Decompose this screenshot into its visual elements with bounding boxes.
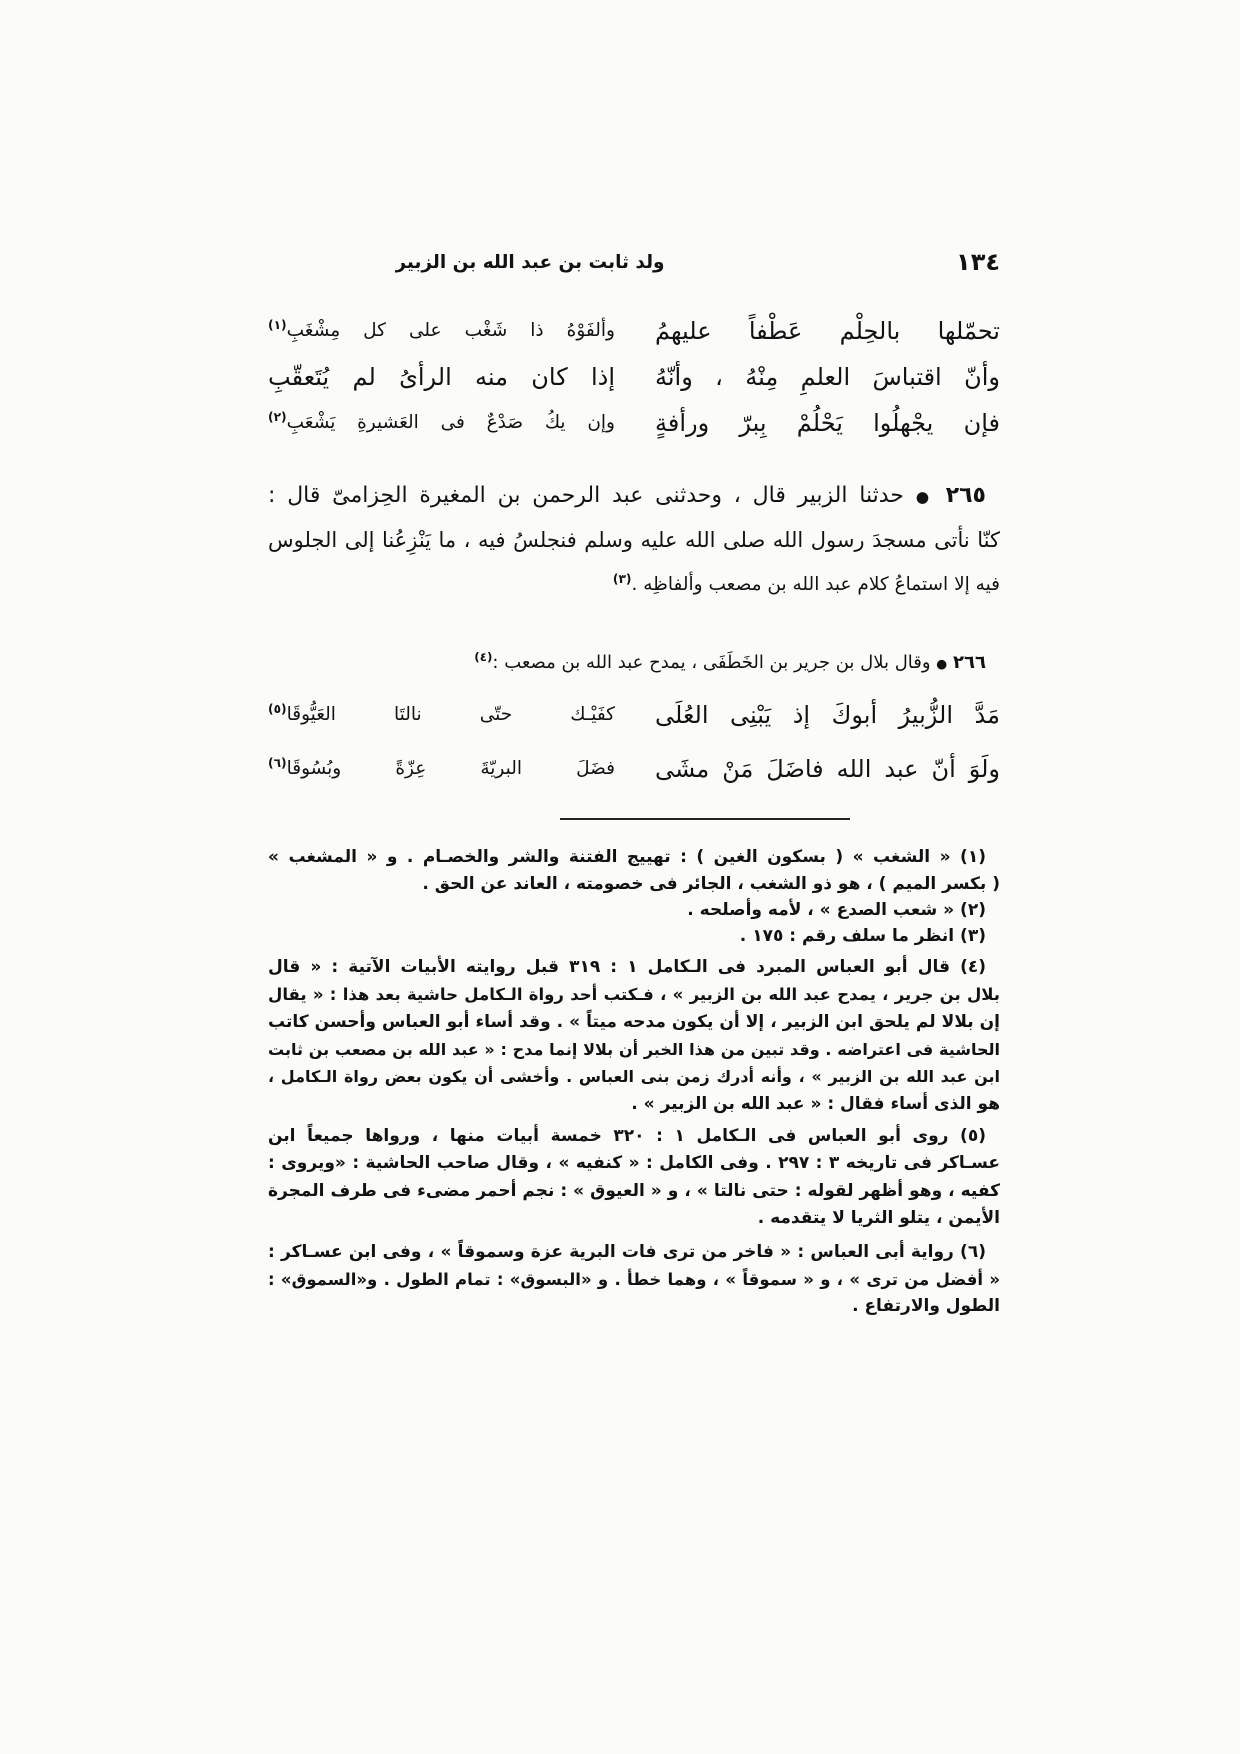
footnote-text: قال أبو العباس المبرد فى الـكامل ١ : ٣١٩ قبل روايته الأبيات الآتية : « قال [268,957,950,977]
verse-text: فإن يجْهلُوا يَحْلُمْ بِبرّ ورأفةٍ [655,409,1000,437]
footnote-line [268,1123,1000,1150]
verse-second-hemistich [268,402,615,444]
paragraph-line [268,565,1000,605]
footnote-line [268,1036,1000,1063]
footnote-label: (٥) [960,1126,986,1146]
footnote-line [268,1009,1000,1036]
entry-number: ٢٦٥ [945,483,986,508]
paragraph-line [268,476,1000,516]
footnote-line [268,844,1000,871]
footnote-line [268,1205,1000,1232]
verse-second-hemistich [268,310,615,352]
footnote-ref: (٣) [612,571,632,586]
footnote-label: (٣) [960,926,986,946]
paragraph-line [268,643,1000,683]
footnote-label: (١) [960,847,986,867]
footnote-line [268,871,1000,898]
verse-first-hemistich [655,748,1000,790]
verse-text: مَدَّ الزُّبيرُ أبوكَ إذ يَبْنِى العُلَى [655,701,1000,729]
running-title: ولد ثابت بن عبد الله بن الزبير [395,252,665,273]
footnote-text: الأيمن ، يتلو الثريا لا يتقدمه . [757,1208,1000,1228]
footnote-ref: (٤) [474,649,493,664]
page-number: ١٣٤ [956,248,1000,276]
footnote-line [268,897,1000,924]
entry-number: ٢٦٦ [953,652,986,673]
footnote-text: إن بلالا لم يلحق ابن الزبير ، إلا أن يكون مدحه ميتاً » . وقد أساء أبو العباس وأحسن كاتب [268,1012,1000,1032]
footnote-text: ( بكسر الميم ) ، هو ذو الشغب ، الجائر فى خصومته ، العاند عن الحق . [422,874,1000,894]
paragraph-text: حدثنا الزبير قال ، وحدثنى عبد الرحمن بن المغيرة الحِزامىّ قال : [268,483,904,508]
footnote-separator [560,818,850,820]
footnote-text: ابن عبد الله بن الزبير » ، وأنه أدرك زمن بنى العباس . وأخشى أن يكون بعض رواة الـكامل ، [268,1067,1000,1086]
footnote-ref: (٦) [268,755,287,770]
footnote-text: عسـاكر فى تاريخه ٣ : ٢٩٧ . وفى الكامل : « كنفيه » ، وقال صاحب الحاشية : «ويروى : [268,1153,1000,1173]
footnote-text: الطول والارتفاع . [852,1296,1000,1316]
footnote-ref: (٥) [268,701,287,716]
footnote-text: رواية أبى العباس : « فاخر من ترى فات البرية عزة وسموقاً » ، وفى ابن عسـاكر : [268,1242,954,1262]
footnote-text: « شعب الصدع » ، لأمه وأصلحه . [687,900,955,920]
footnote-line [268,1063,1000,1090]
paragraph-text: كنّا نأتى مسجدَ رسول الله صلى الله عليه وسلم فنجلسُ فيه ، ما يَنْزِعُنا إلى الجلوس [268,528,1000,552]
footnote-text: انظر ما سلف رقم : ١٧٥ . [739,926,955,946]
footnote-text: الحاشية فى اعتراضه . وقد تبين من هذا الخبر أن بلالا إنما مدح : « عبد الله بن مصعب بن ثابت [268,1040,1000,1059]
entry-bullet: ● [915,488,934,506]
verse-text: وألفَوْهُ ذا شَغْب على كل مِشْغَبِ [286,320,615,341]
verse-first-hemistich [655,310,1000,352]
verse-text: تحمّلها بالحِلْم عَطْفاً عليهمُ [655,317,1000,345]
verse-second-hemistich [268,694,615,736]
footnote-line [268,1150,1000,1177]
verse-text: إذا كان منه الرأىُ لم يُتَعقّبِ [268,363,615,391]
verse-first-hemistich [655,356,1000,398]
footnote-line [268,1178,1000,1205]
footnote-ref: (٢) [268,409,287,424]
footnote-line [268,1266,1000,1293]
footnote-line [268,981,1000,1008]
footnote-text: بلال بن جرير ، يمدح عبد الله بن الزبير » ، فـكتب أحد رواة الـكامل حاشية بعد هذا : « يقال [268,985,1000,1004]
footnote-line [268,923,1000,950]
entry-bullet: ● [936,656,948,671]
verse-first-hemistich [655,694,1000,736]
footnote-text: « الشغب » ( بسكون الغين ) : تهييج الفتنة والشر والخصـام . و « المشغب » [268,847,951,867]
verse-first-hemistich [655,402,1000,444]
verse-text: وإن يكُ صَدْعٌ فى العَشيرةِ يَشْعَبِ [286,412,615,433]
footnote-text: روى أبو العباس فى الـكامل ١ : ٣٢٠ خمسة أبيات منها ، ورواها جميعاً ابن [268,1126,949,1146]
footnote-label: (٢) [960,900,986,920]
footnote-line [268,954,1000,981]
paragraph-text: وقال بلال بن جرير بن الخَطَفَى ، يمدح عبد الله بن مصعب : [492,652,931,673]
verse-text: ولَوَ أنّ عبد الله فاضَلَ مَنْ مشَى [655,755,1000,783]
verse-text: كفَيْـك حتّى نالتَا العَيُّوقَا [286,704,615,725]
footnote-line [268,1239,1000,1266]
footnote-text: هو الذى أساء فقال : « عبد الله بن الزبير » . [631,1094,1000,1114]
footnote-text: « أفضل من ترى » ، و « سموقاً » ، وهما خطأ . و «البسوق» : تمام الطول . و«السموق» : [268,1270,1000,1289]
footnote-line [268,1091,1000,1118]
footnote-text: كفيه ، وهو أظهر لقوله : حتى نالتا » ، و « العيوق » : نجم أحمر مضىء فى طرف المجرة [268,1181,1000,1201]
verse-second-hemistich [268,356,615,398]
verse-text: وأنّ اقتباسَ العلمِ مِنْهُ ، وأنّهُ [655,363,1000,391]
paragraph-text: فيه إلا استماعُ كلام عبد الله بن مصعب وألفاظِه . [631,574,1000,595]
footnote-line [268,1293,1000,1320]
paragraph-line [268,520,1000,560]
footnote-ref: (١) [268,317,287,332]
footnote-label: (٤) [960,957,987,977]
footnote-label: (٦) [960,1242,986,1262]
verse-second-hemistich [268,748,615,790]
verse-text: فضَلَ البريّةَ عِزّةً وبُسُوقَا [286,758,615,779]
